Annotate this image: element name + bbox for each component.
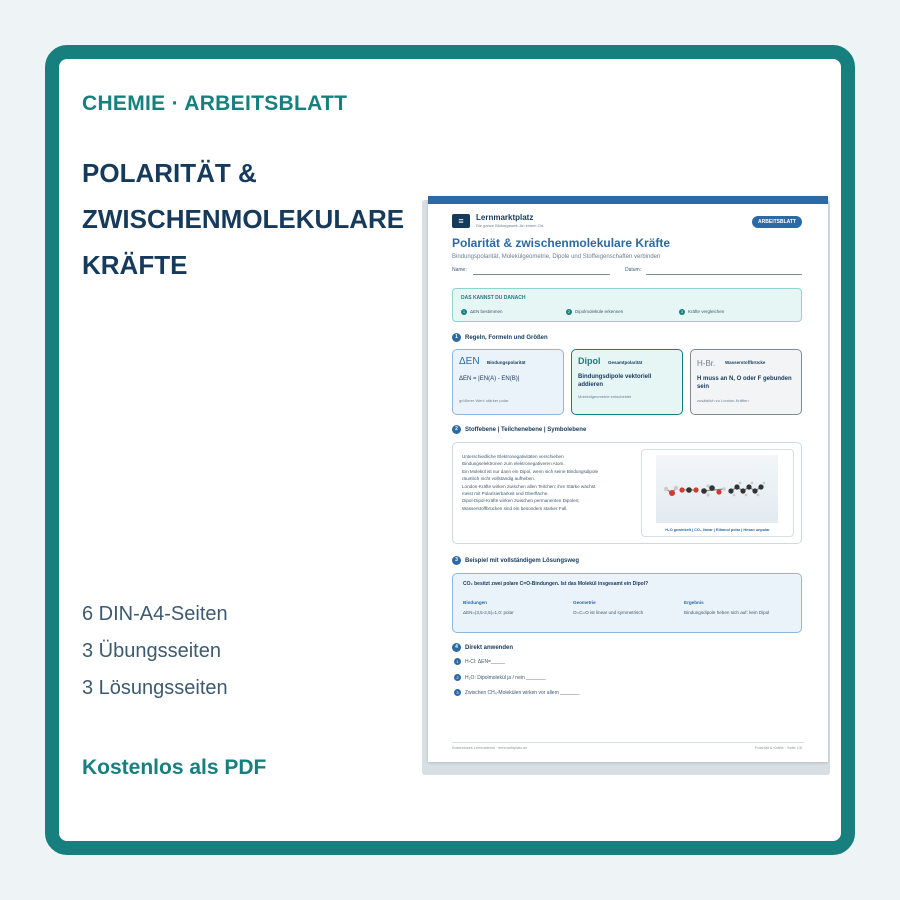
card-note: zusätzlich zu London-Kräften xyxy=(697,398,749,403)
footer-left: Kostenloses Lernmaterial · lernmarktplatz.de xyxy=(452,746,528,750)
rule-card xyxy=(452,349,564,415)
rule-card xyxy=(690,349,802,415)
molecule-image-caption: H₂O gewinkelt | CO₂ linear | Ethanol polar | Hexan unpolar xyxy=(665,528,770,532)
card-symbol: Dipol xyxy=(578,356,601,366)
goal-number: 3 xyxy=(681,310,683,314)
brand-tagline: Die ganze Bildungswelt. An einem Ort. xyxy=(476,223,545,228)
text-line: Dipol-Dipol-Kräfte wirken zwischen permanenten Dipolen; xyxy=(462,498,580,504)
task-text: H₂O: Dipolmolekül ja / nein _______ xyxy=(465,674,546,681)
footer-divider xyxy=(452,742,804,743)
free-pdf-label: Kostenlos als PDF xyxy=(82,756,267,779)
example-column-heading: Geometrie xyxy=(573,600,596,605)
promo-kicker: CHEMIE · ARBEITSBLATT xyxy=(82,92,348,115)
fact-exercises: 3 Übungsseiten xyxy=(82,640,221,662)
section-heading xyxy=(452,643,513,652)
text-line: Ein Molekül ist nur dann ein Dipol, wenn sich seine Bindungsdipole xyxy=(462,468,599,474)
section-heading xyxy=(452,425,586,434)
promo-title-line: KRÄFTE xyxy=(82,250,188,280)
worksheet-preview xyxy=(428,196,828,762)
section-title: Beispiel mit vollständigem Lösungsweg xyxy=(465,558,580,565)
text-line: Wasserstoffbrücken sind ein besonders starker Fall. xyxy=(462,505,568,511)
brand-name: Lernmarktplatz xyxy=(476,213,534,222)
book-logo-icon: ≡ xyxy=(452,214,470,228)
levels-panel xyxy=(452,442,802,544)
footer-right: Polarität & Kräfte · Seite 1/6 xyxy=(754,746,802,750)
example-column-value: Bindungsdipole heben sich auf: kein Dipol xyxy=(684,610,770,615)
card-note: Molekülgeometrie entscheidet xyxy=(578,394,632,399)
molecule-image-card xyxy=(641,449,794,537)
section-number: 1 xyxy=(452,333,461,342)
section-title: Direkt anwenden xyxy=(465,645,514,652)
example-column-value: ΔEN=|3,5-2,5|=1,0: polar xyxy=(463,610,514,615)
goal-item xyxy=(461,309,503,315)
goal-item xyxy=(679,309,724,315)
text-line: Unterschiedliche Elektronegativitäten verschieben xyxy=(462,454,564,459)
name-line xyxy=(473,274,610,275)
task-text: Zwischen CH₄-Molekülen wirken vor allem _______ xyxy=(465,689,580,696)
sheet-top-bar xyxy=(428,196,828,204)
section-number: 3 xyxy=(452,556,461,565)
section-heading xyxy=(452,333,548,342)
task-text: H-Cl: ΔEN=_____ xyxy=(465,658,505,665)
text-line: räumlich nicht vollständig aufheben. xyxy=(462,476,536,482)
goal-text: Kräfte vergleichen xyxy=(688,309,725,315)
example-question: CO₂ besitzt zwei polare C=O-Bindungen. Ist das Molekül insgesamt ein Dipol? xyxy=(463,581,649,587)
text-line: meist mit Polarisierbarkeit und Oberfläche. xyxy=(462,491,549,497)
task-number: 3 xyxy=(454,689,461,696)
task-number: 2 xyxy=(454,674,461,681)
rule-card xyxy=(571,349,683,415)
molecule-models-image xyxy=(656,455,778,523)
molecule-models-illustration xyxy=(656,455,778,523)
learning-goals-box xyxy=(452,288,802,322)
card-label: Wasserstoffbrücke xyxy=(725,360,766,365)
task-item xyxy=(454,658,505,665)
card-label: Gesamtpolarität xyxy=(608,360,643,365)
worksheet-badge: ARBEITSBLATT xyxy=(752,216,802,228)
sheet-title: Polarität & zwischenmolekulare Kräfte xyxy=(452,236,671,250)
fact-solutions: 3 Lösungsseiten xyxy=(82,677,228,699)
example-column-value: O=C=O ist linear und symmetrisch xyxy=(573,610,644,615)
promo-title xyxy=(82,150,412,288)
card-note: größerer Wert: stärker polar xyxy=(459,398,509,403)
goal-item xyxy=(566,309,623,315)
card-formula: Bindungsdipole vektoriell addieren xyxy=(578,374,652,388)
card-formula: H muss an N, O oder F gebunden sein xyxy=(697,376,792,390)
example-column xyxy=(684,600,799,615)
task-number: 1 xyxy=(454,658,461,665)
date-label: Datum: xyxy=(625,267,642,273)
date-line xyxy=(646,274,802,275)
text-line: Bindungselektronen zum elektronegativeren Atom. xyxy=(462,461,565,467)
fact-pages: 6 DIN-A4-Seiten xyxy=(82,603,228,625)
promo-title-line: POLARITÄT & xyxy=(82,158,257,188)
sheet-subtitle: Bindungspolarität, Molekülgeometrie, Dipole und Stoffeigenschaften verbinden xyxy=(452,254,661,260)
card-label: Bindungspolarität xyxy=(487,360,526,365)
promo-facts xyxy=(82,596,228,707)
goal-text: ΔEN bestimmen xyxy=(470,309,503,315)
goal-number: 2 xyxy=(568,310,570,314)
example-column xyxy=(573,600,673,615)
task-item xyxy=(454,674,546,681)
card-symbol: H-Br. xyxy=(697,359,716,368)
goal-number: 1 xyxy=(463,310,465,314)
section-title: Stoffebene | Teilchenebene | Symbolebene xyxy=(465,427,587,434)
card-symbol: ΔEN xyxy=(459,356,480,367)
promo-title-line: ZWISCHENMOLEKULARE xyxy=(82,204,405,234)
goals-heading: DAS KANNST DU DANACH xyxy=(461,295,526,301)
text-line: London-Kräfte wirken zwischen allen Teilchen; ihre Stärke wächst xyxy=(462,483,596,489)
goal-text: Dipolmoleküle erkennen xyxy=(575,309,624,315)
levels-text xyxy=(462,453,644,512)
worked-example-box xyxy=(452,573,802,633)
section-title: Regeln, Formeln und Größen xyxy=(465,335,548,342)
example-column-heading: Ergebnis xyxy=(684,600,704,605)
task-item xyxy=(454,689,580,696)
section-heading xyxy=(452,556,579,565)
section-number: 2 xyxy=(452,425,461,434)
section-number: 4 xyxy=(452,643,461,652)
card-formula: ΔEN = |EN(A) - EN(B)| xyxy=(459,376,520,382)
example-column xyxy=(463,600,563,615)
name-label: Name: xyxy=(452,267,467,273)
example-column-heading: Bindungen xyxy=(463,600,487,605)
